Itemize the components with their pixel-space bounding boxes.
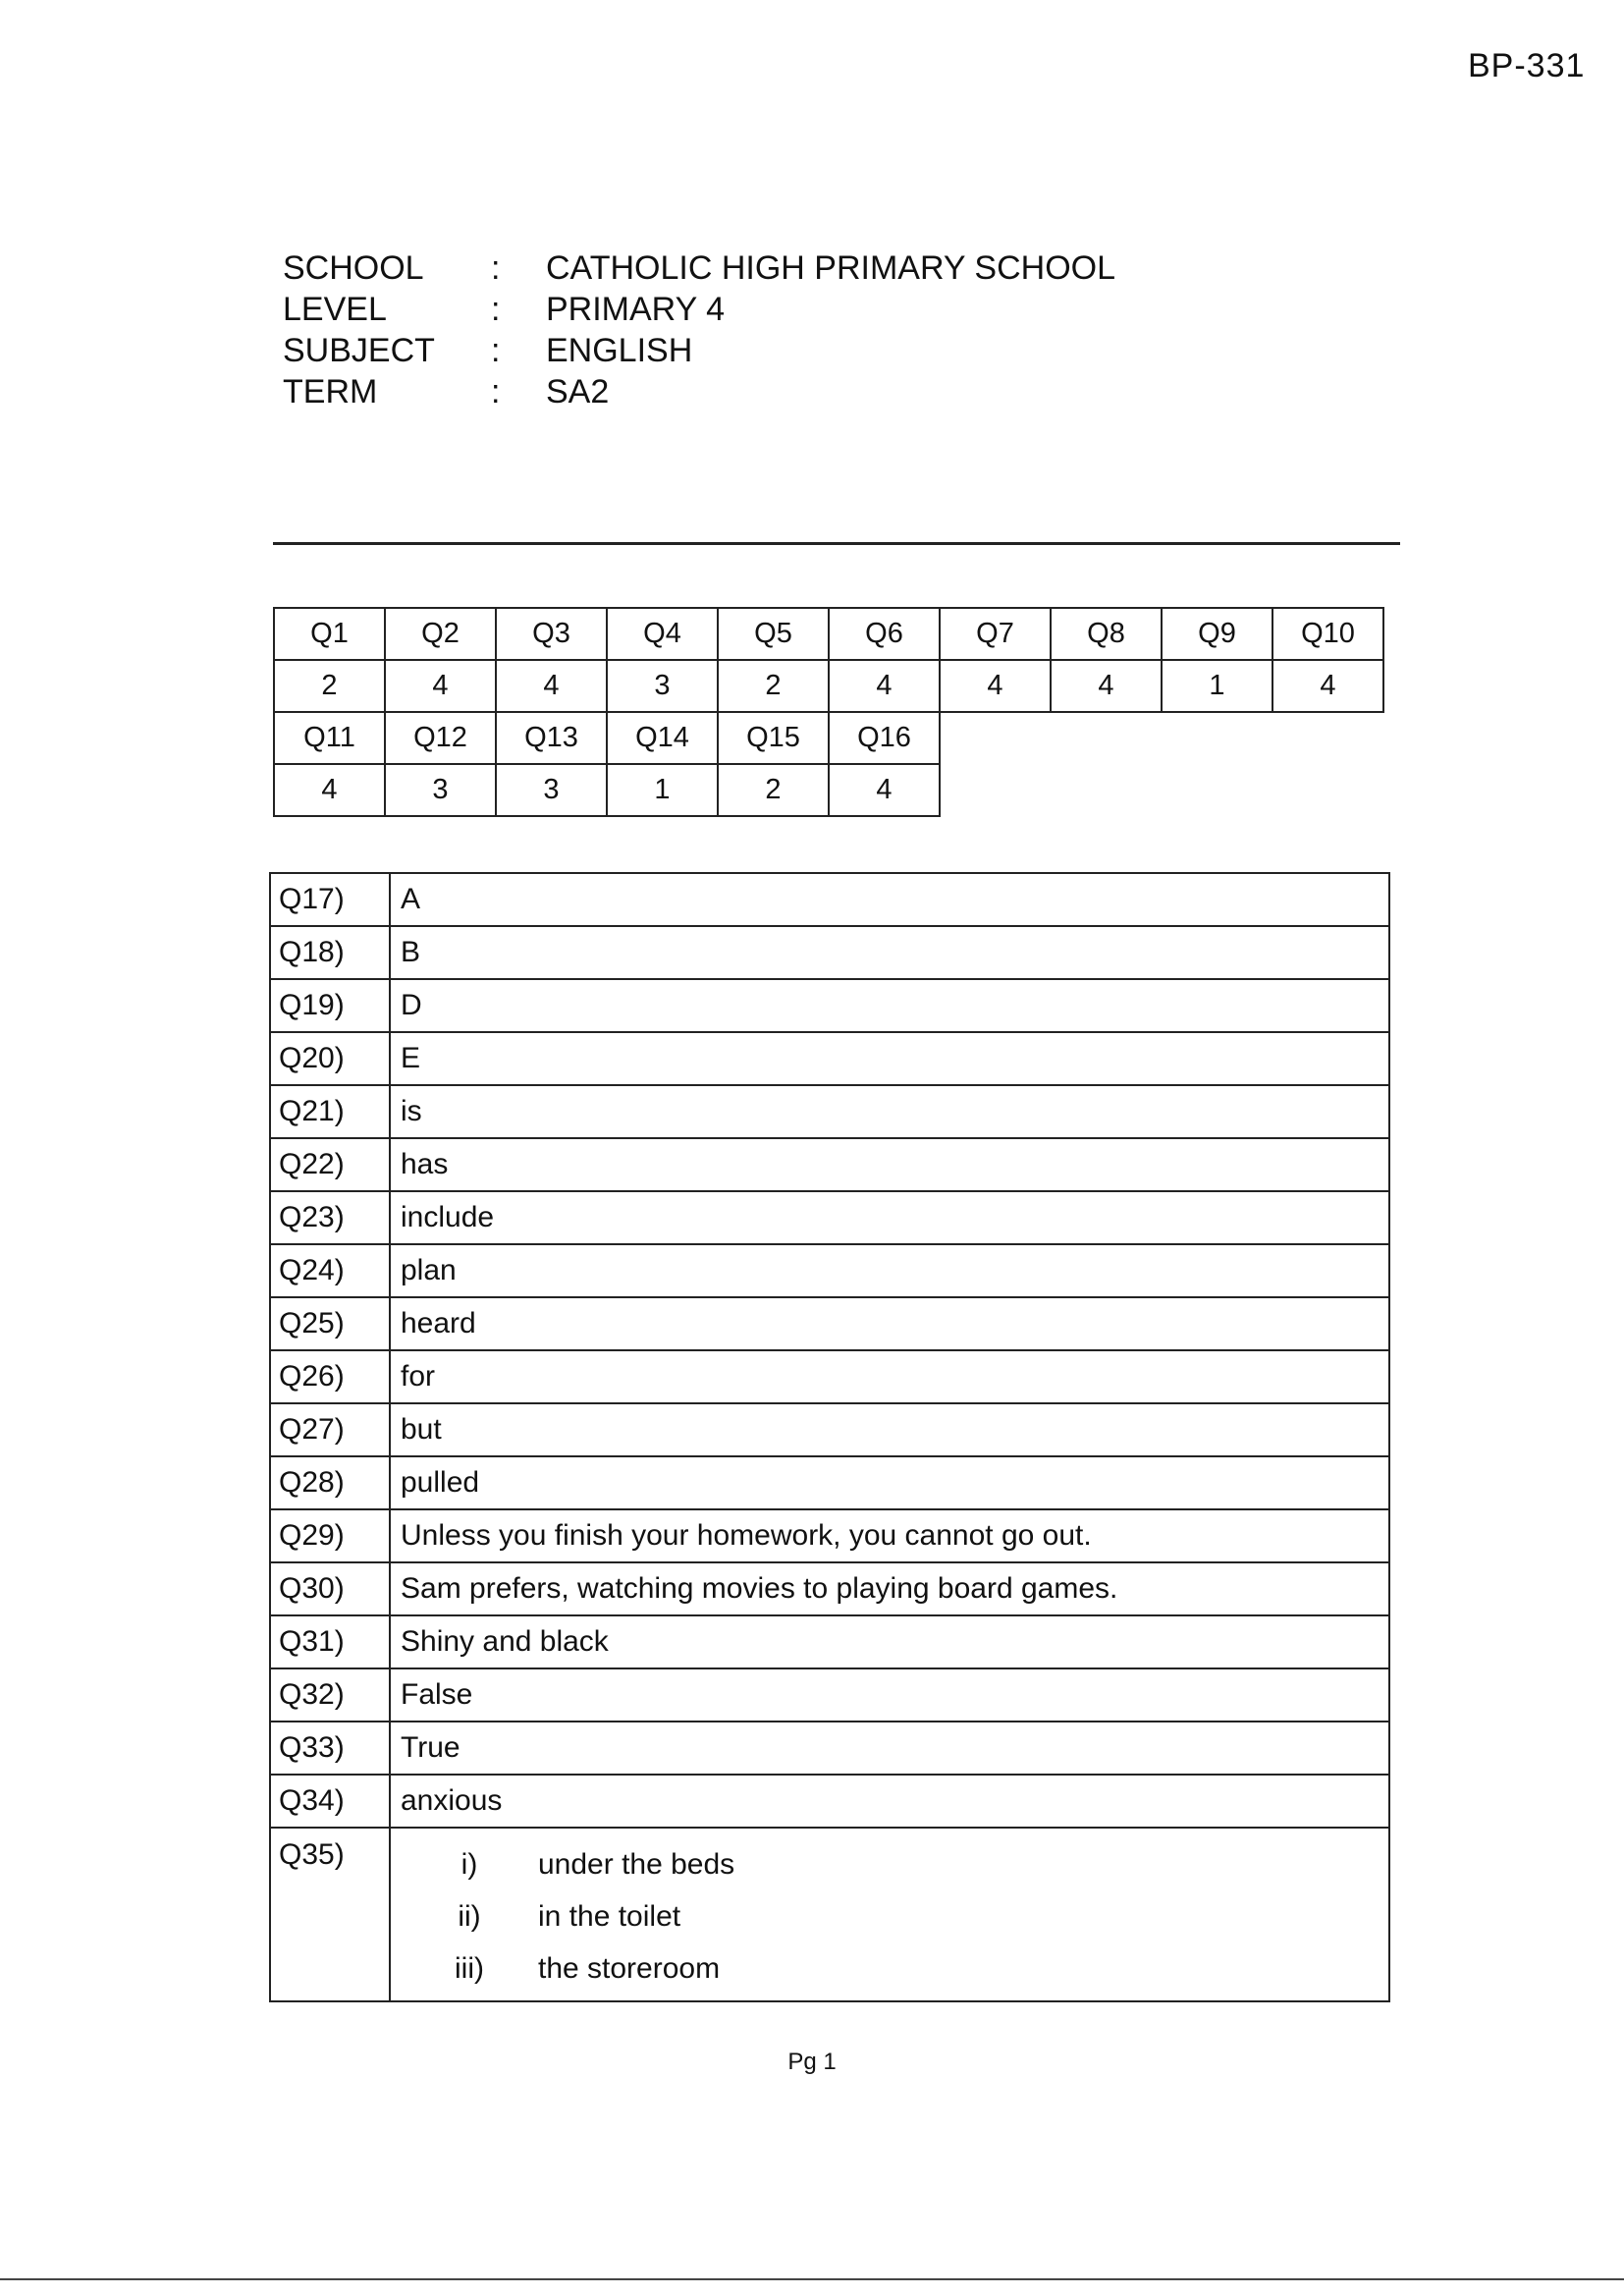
sub-answer: the storeroom bbox=[538, 1951, 721, 1985]
bottom-edge-line bbox=[0, 2278, 1624, 2280]
answer-text: True bbox=[390, 1722, 1389, 1775]
question-number: Q29) bbox=[270, 1509, 390, 1562]
table-row bbox=[270, 926, 1389, 979]
sub-answer: under the beds bbox=[538, 1847, 735, 1881]
answer-text: A bbox=[390, 873, 1389, 926]
answer-text: plan bbox=[390, 1244, 1389, 1297]
mcq-answer-cell: 4 bbox=[1272, 660, 1383, 712]
header-value: PRIMARY 4 bbox=[546, 290, 726, 328]
mcq-question-row bbox=[274, 712, 1383, 764]
mcq-answer-cell: 3 bbox=[607, 660, 718, 712]
table-row bbox=[270, 979, 1389, 1032]
mcq-question-cell: Q16 bbox=[829, 712, 940, 764]
mcq-question-cell: Q5 bbox=[718, 608, 829, 660]
table-row bbox=[270, 1191, 1389, 1244]
empty-cell bbox=[1272, 764, 1383, 816]
question-number: Q35) bbox=[270, 1828, 390, 2001]
mcq-answer-row bbox=[274, 660, 1383, 712]
answer-text: B bbox=[390, 926, 1389, 979]
sub-number: i) bbox=[460, 1847, 478, 1881]
mcq-answer-cell: 3 bbox=[496, 764, 607, 816]
mcq-question-cell: Q8 bbox=[1051, 608, 1162, 660]
answer-text: D bbox=[390, 979, 1389, 1032]
mcq-answer-cell: 4 bbox=[274, 764, 385, 816]
mcq-question-cell: Q9 bbox=[1162, 608, 1272, 660]
mcq-question-cell: Q7 bbox=[940, 608, 1051, 660]
answer-text: Shiny and black bbox=[390, 1615, 1389, 1668]
mcq-question-cell: Q4 bbox=[607, 608, 718, 660]
mcq-answer-cell: 4 bbox=[940, 660, 1051, 712]
table-row bbox=[270, 1085, 1389, 1138]
mcq-question-cell: Q1 bbox=[274, 608, 385, 660]
table-row bbox=[270, 1509, 1389, 1562]
open-answer-table bbox=[269, 872, 1390, 2002]
question-number: Q32) bbox=[270, 1668, 390, 1722]
page-number: Pg 1 bbox=[787, 2049, 837, 2075]
question-number: Q18) bbox=[270, 926, 390, 979]
question-number: Q26) bbox=[270, 1350, 390, 1403]
answer-text: False bbox=[390, 1668, 1389, 1722]
header-colon: : bbox=[491, 290, 501, 328]
mcq-question-cell: Q13 bbox=[496, 712, 607, 764]
answer-text: Sam prefers, watching movies to playing board games. bbox=[390, 1562, 1389, 1615]
mcq-answer-cell: 2 bbox=[718, 660, 829, 712]
header-colon: : bbox=[491, 248, 501, 287]
exam-header bbox=[283, 247, 1115, 412]
question-number: Q33) bbox=[270, 1722, 390, 1775]
answer-text: Unless you finish your homework, you cannot go out. bbox=[390, 1509, 1389, 1562]
question-number: Q34) bbox=[270, 1775, 390, 1828]
mcq-question-cell: Q12 bbox=[385, 712, 496, 764]
answer-text: but bbox=[390, 1403, 1389, 1456]
question-number: Q27) bbox=[270, 1403, 390, 1456]
mcq-question-cell: Q2 bbox=[385, 608, 496, 660]
mcq-answer-cell: 2 bbox=[274, 660, 385, 712]
header-label: TERM bbox=[283, 372, 378, 410]
question-number: Q22) bbox=[270, 1138, 390, 1191]
header-value: ENGLISH bbox=[546, 331, 693, 369]
question-number: Q20) bbox=[270, 1032, 390, 1085]
sub-number: ii) bbox=[458, 1899, 481, 1933]
sub-answer: in the toilet bbox=[538, 1899, 681, 1933]
sub-number: iii) bbox=[455, 1951, 484, 1985]
table-row bbox=[270, 1456, 1389, 1509]
answer-sublist bbox=[401, 1829, 1388, 2000]
header-value: SA2 bbox=[546, 372, 610, 410]
question-number: Q30) bbox=[270, 1562, 390, 1615]
mcq-answer-cell: 1 bbox=[1162, 660, 1272, 712]
answer-text: is bbox=[390, 1085, 1389, 1138]
mcq-question-cell: Q14 bbox=[607, 712, 718, 764]
table-row bbox=[270, 1775, 1389, 1828]
mcq-question-cell: Q3 bbox=[496, 608, 607, 660]
empty-cell bbox=[940, 712, 1051, 764]
mcq-question-cell: Q6 bbox=[829, 608, 940, 660]
question-number: Q28) bbox=[270, 1456, 390, 1509]
table-row bbox=[270, 1297, 1389, 1350]
header-value: CATHOLIC HIGH PRIMARY SCHOOL bbox=[546, 248, 1115, 287]
table-row bbox=[270, 1615, 1389, 1668]
header-label: SUBJECT bbox=[283, 331, 435, 369]
header-row-term bbox=[283, 371, 1115, 412]
table-row-q35 bbox=[270, 1828, 1389, 2001]
answer-text: anxious bbox=[390, 1775, 1389, 1828]
answer-text: heard bbox=[390, 1297, 1389, 1350]
mcq-question-cell: Q11 bbox=[274, 712, 385, 764]
header-label: LEVEL bbox=[283, 290, 387, 328]
list-item bbox=[401, 1890, 1388, 1942]
question-number: Q21) bbox=[270, 1085, 390, 1138]
empty-cell bbox=[1162, 764, 1272, 816]
header-label: SCHOOL bbox=[283, 248, 424, 287]
list-item bbox=[401, 1942, 1388, 1995]
table-row bbox=[270, 1032, 1389, 1085]
table-row bbox=[270, 1668, 1389, 1722]
mcq-answer-cell: 2 bbox=[718, 764, 829, 816]
mcq-question-cell: Q10 bbox=[1272, 608, 1383, 660]
mcq-answer-row bbox=[274, 764, 1383, 816]
empty-cell bbox=[1051, 764, 1162, 816]
answer-text: E bbox=[390, 1032, 1389, 1085]
header-row-level bbox=[283, 289, 1115, 330]
table-row bbox=[270, 1138, 1389, 1191]
header-row-school bbox=[283, 247, 1115, 289]
empty-cell bbox=[1051, 712, 1162, 764]
page-code: BP-331 bbox=[1468, 47, 1586, 84]
table-row bbox=[270, 1403, 1389, 1456]
mcq-answer-table bbox=[273, 607, 1384, 817]
question-number: Q19) bbox=[270, 979, 390, 1032]
empty-cell bbox=[1162, 712, 1272, 764]
mcq-answer-cell: 4 bbox=[829, 764, 940, 816]
empty-cell bbox=[940, 764, 1051, 816]
header-colon: : bbox=[491, 372, 501, 410]
question-number: Q31) bbox=[270, 1615, 390, 1668]
header-colon: : bbox=[491, 331, 501, 369]
answer-text: include bbox=[390, 1191, 1389, 1244]
divider-line bbox=[273, 542, 1400, 545]
list-item bbox=[401, 1838, 1388, 1890]
table-row bbox=[270, 1722, 1389, 1775]
empty-cell bbox=[1272, 712, 1383, 764]
answer-text: has bbox=[390, 1138, 1389, 1191]
table-row bbox=[270, 1244, 1389, 1297]
mcq-question-cell: Q15 bbox=[718, 712, 829, 764]
mcq-answer-cell: 4 bbox=[829, 660, 940, 712]
table-row bbox=[270, 873, 1389, 926]
answer-sublist-cell bbox=[390, 1828, 1389, 2001]
answer-text: pulled bbox=[390, 1456, 1389, 1509]
table-row bbox=[270, 1350, 1389, 1403]
mcq-answer-cell: 3 bbox=[385, 764, 496, 816]
mcq-question-row bbox=[274, 608, 1383, 660]
mcq-answer-cell: 4 bbox=[1051, 660, 1162, 712]
question-number: Q17) bbox=[270, 873, 390, 926]
question-number: Q23) bbox=[270, 1191, 390, 1244]
table-row bbox=[270, 1562, 1389, 1615]
answer-text: for bbox=[390, 1350, 1389, 1403]
header-row-subject bbox=[283, 330, 1115, 371]
question-number: Q25) bbox=[270, 1297, 390, 1350]
mcq-answer-cell: 4 bbox=[385, 660, 496, 712]
mcq-answer-cell: 4 bbox=[496, 660, 607, 712]
question-number: Q24) bbox=[270, 1244, 390, 1297]
mcq-answer-cell: 1 bbox=[607, 764, 718, 816]
